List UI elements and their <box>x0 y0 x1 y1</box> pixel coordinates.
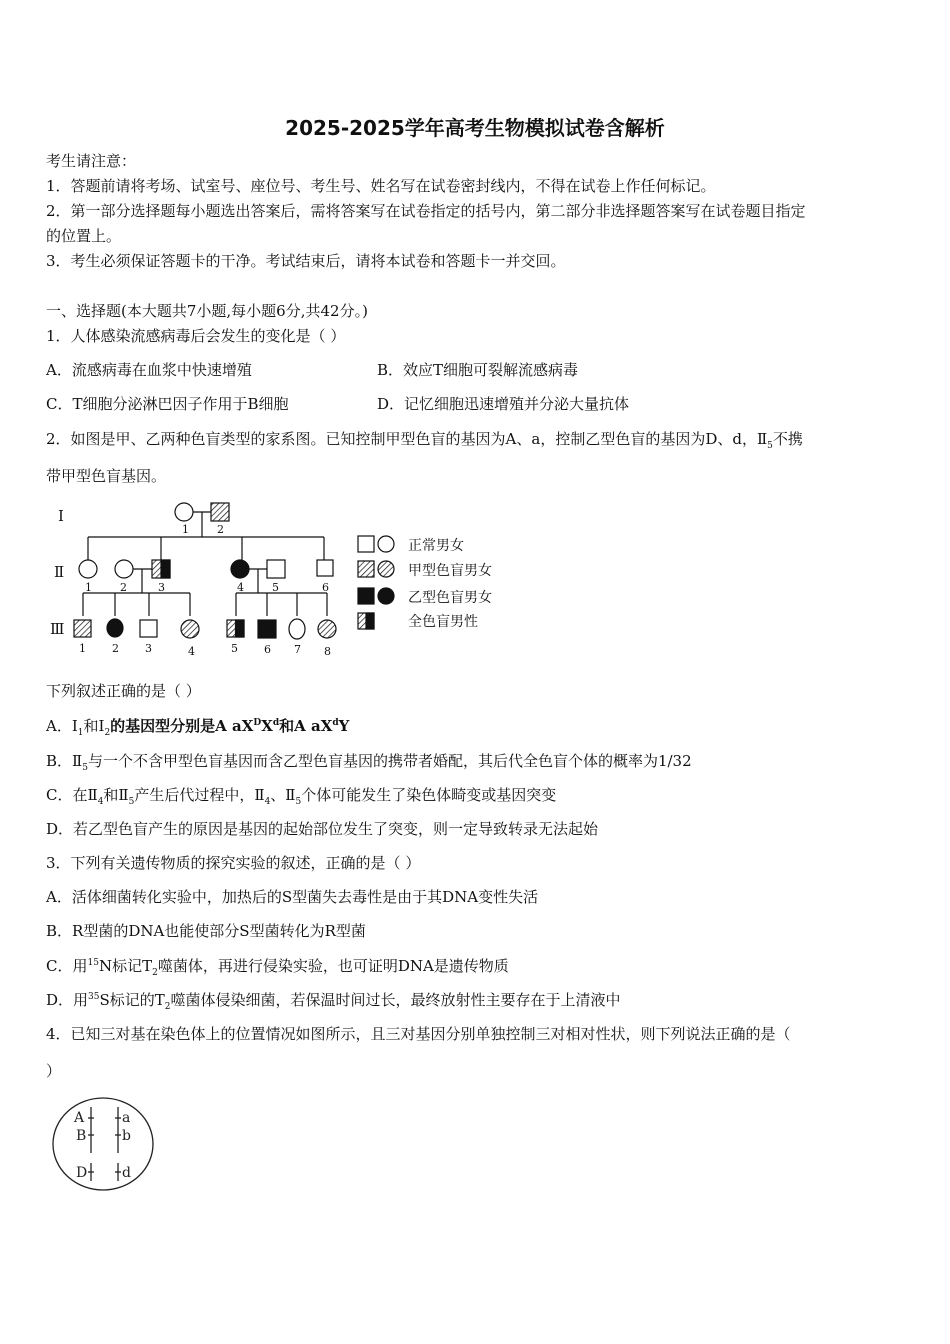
q3-option-a: A．活体细菌转化实验中，加热后的S型菌失去毒性是由于其DNA变性失活 <box>46 888 539 906</box>
legend-normal-male <box>358 536 374 552</box>
pedigree-III7 <box>289 619 305 639</box>
q3-option-d: D．用$^{35}$S标记的$T_2$噬菌体侵染细菌，若保温时间过长，最终放射性主要存在于上清液中 <box>46 991 621 1012</box>
pedigree-diagram <box>40 495 560 665</box>
pedigree-III4 <box>181 620 199 638</box>
num-II4: 4 <box>237 581 244 594</box>
q1-option-a: A．流感病毒在血浆中快速增殖 <box>46 361 252 379</box>
q2-option-d: D．若乙型色盲产生的原因是基因的起始部位发生了突变，则一定导致转录无法起始 <box>46 820 599 838</box>
pedigree-II6 <box>317 560 333 576</box>
q1-option-c: C．T细胞分泌淋巴因子作用于B细胞 <box>46 395 289 413</box>
q3-stem: 3．下列有关遗传物质的探究实验的叙述，正确的是（ ） <box>46 854 421 872</box>
q2-stem-line1 <box>46 429 803 449</box>
gen-label-I: Ⅰ <box>58 507 64 525</box>
q3-option-b: B．R型菌的DNA也能使部分S型菌转化为R型菌 <box>46 922 366 940</box>
q2-stem-sub: 5 <box>767 441 773 451</box>
pedigree-III1 <box>74 620 91 637</box>
page-title: 2025-2025学年高考生物模拟试卷含解析 <box>285 116 665 140</box>
gene-D: D <box>76 1165 88 1181</box>
pedigree-I2 <box>211 503 229 521</box>
q3-option-c: C．用$^{15}$N标记$T_2$噬菌体，再进行侵染实验，也可证明DNA是遗传物质 <box>46 957 509 978</box>
num-III7: 7 <box>294 643 301 656</box>
q4-stem-line1: 4．已知三对基在染色体上的位置情况如图所示，且三对基因分别单独控制三对相对性状，则下列说法正确的是（ <box>46 1025 791 1043</box>
legend-typeB-female <box>378 588 394 604</box>
pedigree-III8 <box>318 620 336 638</box>
notice-item-3: 3．考生必须保证答题卡的干净。考试结束后，请将本试卷和答题卡一并交回。 <box>46 252 566 270</box>
notice-item-2-cont: 的位置上。 <box>46 227 122 245</box>
num-II2: 2 <box>120 581 127 594</box>
legend-typeA-female <box>378 561 394 577</box>
num-II6: 6 <box>322 581 329 594</box>
pedigree-III3 <box>140 620 157 637</box>
legend-typeB-male <box>358 588 374 604</box>
pedigree-I1 <box>175 503 193 521</box>
pedigree-II5 <box>267 560 285 578</box>
legend-normal-female <box>378 536 394 552</box>
num-III4: 4 <box>188 645 195 658</box>
gene-B: B <box>76 1128 87 1144</box>
legend-label-full: 全色盲男性 <box>408 614 478 630</box>
num-III3: 3 <box>145 642 152 655</box>
q2-option-a: A．$Ⅰ_1$和$Ⅰ_2$的基因型分别是A $aX^DX^d$和A $aX^dY$ <box>46 717 350 738</box>
gen-label-II: Ⅱ <box>54 563 65 581</box>
q1-option-d: D．记忆细胞迅速增殖并分泌大量抗体 <box>377 395 630 413</box>
num-II1: 1 <box>85 581 92 594</box>
q2-option-c: C．在$Ⅱ_4$和$Ⅱ_5$产生后代过程中，$Ⅱ_4$、$Ⅱ_5$个体可能发生了染色体畸变或基因突变 <box>46 786 557 807</box>
num-I1: 1 <box>182 523 189 536</box>
q2-stem-line2: 带甲型色盲基因。 <box>46 467 167 485</box>
q2-ask: 下列叙述正确的是（ ） <box>46 682 201 700</box>
pedigree-II1 <box>79 560 97 578</box>
num-III8: 8 <box>324 645 331 658</box>
gene-a: a <box>122 1110 131 1126</box>
gene-d: d <box>122 1165 131 1181</box>
num-III5: 5 <box>231 642 238 655</box>
section-heading: 一、选择题(本大题共7小题,每小题6分,共42分。) <box>46 302 368 320</box>
notice-item-1: 1．答题前请将考场、试室号、座位号、考生号、姓名写在试卷密封线内，不得在试卷上作任何标记。 <box>46 177 716 195</box>
gene-b: b <box>122 1128 131 1144</box>
q1-option-b: B．效应T细胞可裂解流感病毒 <box>377 361 579 379</box>
num-III2: 2 <box>112 642 119 655</box>
legend-label-typeA: 甲型色盲男女 <box>408 563 492 579</box>
q1-stem: 1．人体感染流感病毒后会发生的变化是（ ） <box>46 327 346 345</box>
pedigree-III6 <box>258 620 276 638</box>
pedigree-II2 <box>115 560 133 578</box>
legend-typeA-male <box>358 561 374 577</box>
num-I2: 2 <box>217 523 224 536</box>
num-II5: 5 <box>272 581 279 594</box>
num-III1: 1 <box>79 642 86 655</box>
chromosome-diagram <box>50 1095 160 1195</box>
q4-stem-line2: ） <box>46 1062 62 1080</box>
q2-option-b: B．$Ⅱ_5$与一个不含甲型色盲基因而含乙型色盲基因的携带者婚配，其后代全色盲个体的概率为1/32 <box>46 752 692 773</box>
gene-A: A <box>74 1110 85 1126</box>
q2-stem-tail: 不携 <box>772 430 803 448</box>
num-II3: 3 <box>158 581 165 594</box>
notice-heading: 考生请注意： <box>46 152 137 170</box>
pedigree-II4 <box>231 560 249 578</box>
gen-label-III: Ⅲ <box>50 620 65 638</box>
notice-item-2: 2．第一部分选择题每小题选出答案后，需将答案写在试卷指定的括号内，第二部分非选择题答案写在试卷题目指定 <box>46 202 806 220</box>
legend-label-normal: 正常男女 <box>408 538 464 554</box>
legend-label-typeB: 乙型色盲男女 <box>408 590 492 606</box>
num-III6: 6 <box>264 643 271 656</box>
q2-stem-text: 2．如图是甲、乙两种色盲类型的家系图。已知控制甲型色盲的基因为A、a，控制乙型色盲的基因为D、d，Ⅱ <box>46 430 768 448</box>
pedigree-III2 <box>107 619 123 637</box>
